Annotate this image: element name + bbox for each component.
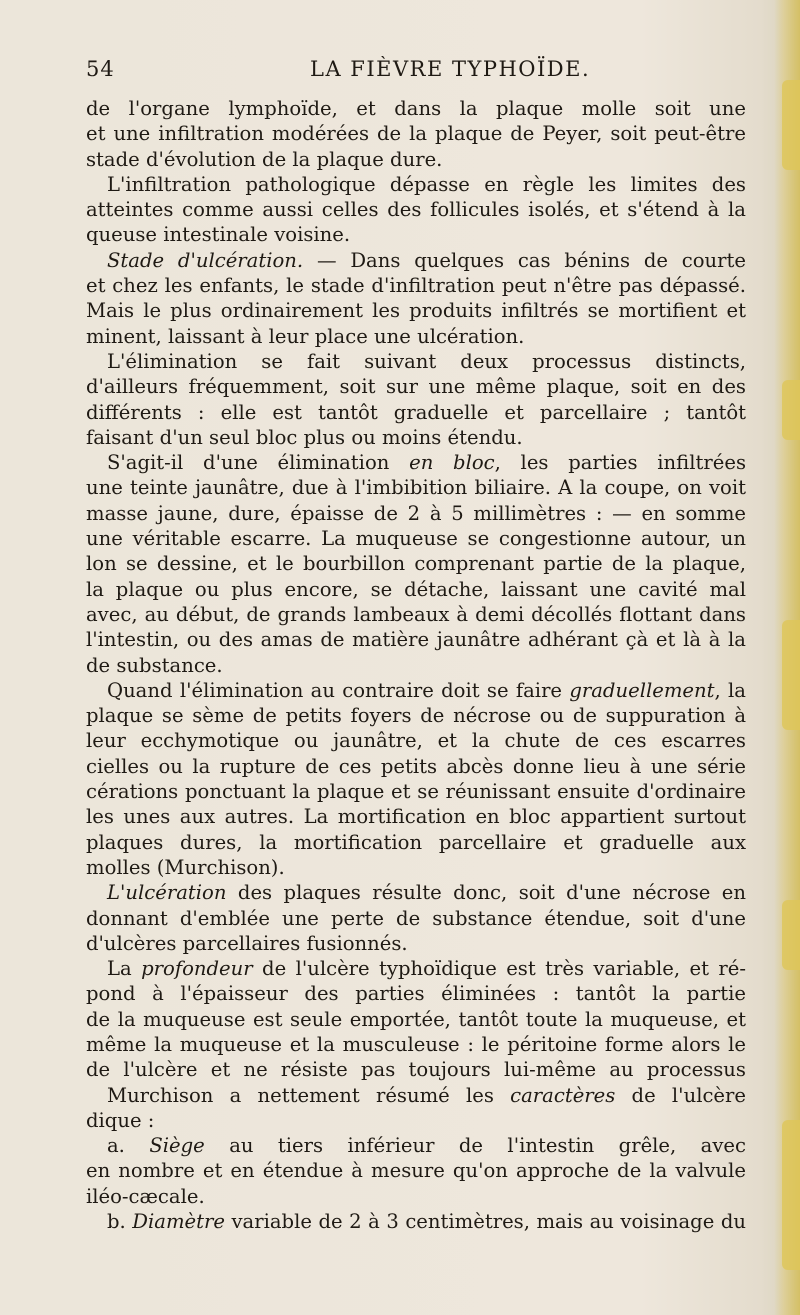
text-line: et une infiltration modérées de la plaque de Peyer, soit peut-être (86, 122, 746, 146)
text-line: de substance. (86, 653, 223, 677)
text-line: une véritable escarre. La muqueuse se congestionne autour, un (86, 527, 746, 551)
body-text (86, 96, 746, 1234)
text-line: b. Diamètre variable de 2 à 3 centimètres, mais au voisinage du (107, 1210, 746, 1234)
text-line: L'ulcération des plaques résulte donc, soit d'une nécrose en (107, 881, 746, 905)
text-line: faisant d'un seul bloc plus ou moins étendu. (86, 425, 523, 449)
text-line: Murchison a nettement résumé les caractères de l'ulcère (107, 1083, 746, 1107)
text-line: queuse intestinale voisine. (86, 223, 351, 247)
running-header (86, 57, 726, 85)
text-line: stade d'évolution de la plaque dure. (86, 147, 443, 171)
text-line: masse jaune, dure, épaisse de 2 à 5 millimètres : — en somme (86, 501, 746, 525)
text-line: pond à l'épaisseur des parties éliminées : tantôt la partie (86, 982, 746, 1006)
text-line: lon se dessine, et le bourbillon comprenant partie de la plaque, (86, 552, 746, 576)
text-line: S'agit-il d'une élimination en bloc, les parties infiltrées (107, 451, 746, 475)
text-line: Mais le plus ordinairement les produits infiltrés se mortifient et (86, 299, 746, 323)
text-line: La profondeur de l'ulcère typhoïdique est très variable, et ré- (107, 957, 746, 981)
text-line: d'ailleurs fréquemment, soit sur une même plaque, soit en des (86, 375, 746, 399)
text-line: l'intestin, ou des amas de matière jaunâtre adhérant çà et là à la (86, 628, 746, 652)
text-line: de l'ulcère et ne résiste pas toujours lui-même au processus (86, 1058, 746, 1082)
text-line: L'infiltration pathologique dépasse en règle les limites des (107, 172, 746, 196)
text-line: plaque se sème de petits foyers de nécrose ou de suppuration à (86, 704, 746, 728)
text-line: avec, au début, de grands lambeaux à demi décollés flottant dans (86, 602, 746, 626)
text-line: la plaque ou plus encore, se détache, laissant une cavité mal (86, 577, 746, 601)
text-line: atteintes comme aussi celles des follicules isolés, et s'étend à la (86, 198, 746, 222)
text-line: différents : elle est tantôt graduelle et parcellaire ; tantôt (86, 400, 746, 424)
text-line: iléo-cæcale. (86, 1184, 205, 1208)
running-title: LA FIÈVRE TYPHOÏDE. (310, 57, 591, 81)
text-line: en nombre et en étendue à mesure qu'on approche de la valvule (86, 1159, 746, 1183)
page-number: 54 (86, 57, 115, 81)
text-line: leur ecchymotique ou jaunâtre, et la chute de ces escarres (86, 729, 746, 753)
text-line: Stade d'ulcération. — Dans quelques cas bénins de courte (107, 248, 746, 272)
text-line: d'ulcères parcellaires fusionnés. (86, 931, 408, 955)
text-line: et chez les enfants, le stade d'infiltration peut n'être pas dépassé. (86, 274, 746, 298)
text-line: dique : (86, 1108, 155, 1132)
text-line: cérations ponctuant la plaque et se réunissant ensuite d'ordinaire (86, 780, 746, 804)
text-line: molles (Murchison). (86, 855, 285, 879)
text-line: de la muqueuse est seule emportée, tantôt toute la muqueuse, et (86, 1007, 746, 1031)
text-line: cielles ou la rupture de ces petits abcès donne lieu à une série (86, 754, 746, 778)
text-line: les unes aux autres. La mortification en bloc appartient surtout (86, 805, 746, 829)
text-line: de l'organe lymphoïde, et dans la plaque molle soit une (86, 97, 746, 120)
text-line: donnant d'emblée une perte de substance étendue, soit d'une (86, 906, 746, 930)
text-line: une teinte jaunâtre, due à l'imbibition biliaire. A la coupe, on voit (86, 476, 746, 500)
text-line: plaques dures, la mortification parcellaire et graduelle aux (86, 830, 746, 854)
text-line: même la muqueuse et la musculeuse : le péritoine forme alors le (86, 1032, 746, 1056)
text-line: Quand l'élimination au contraire doit se faire graduellement, la (107, 678, 746, 702)
text-line: L'élimination se fait suivant deux processus distincts, (107, 349, 746, 373)
text-line: a. Siège au tiers inférieur de l'intestin grêle, avec (107, 1134, 746, 1158)
page-edge-stain (774, 0, 800, 1315)
text-line: minent, laissant à leur place une ulcération. (86, 324, 525, 348)
